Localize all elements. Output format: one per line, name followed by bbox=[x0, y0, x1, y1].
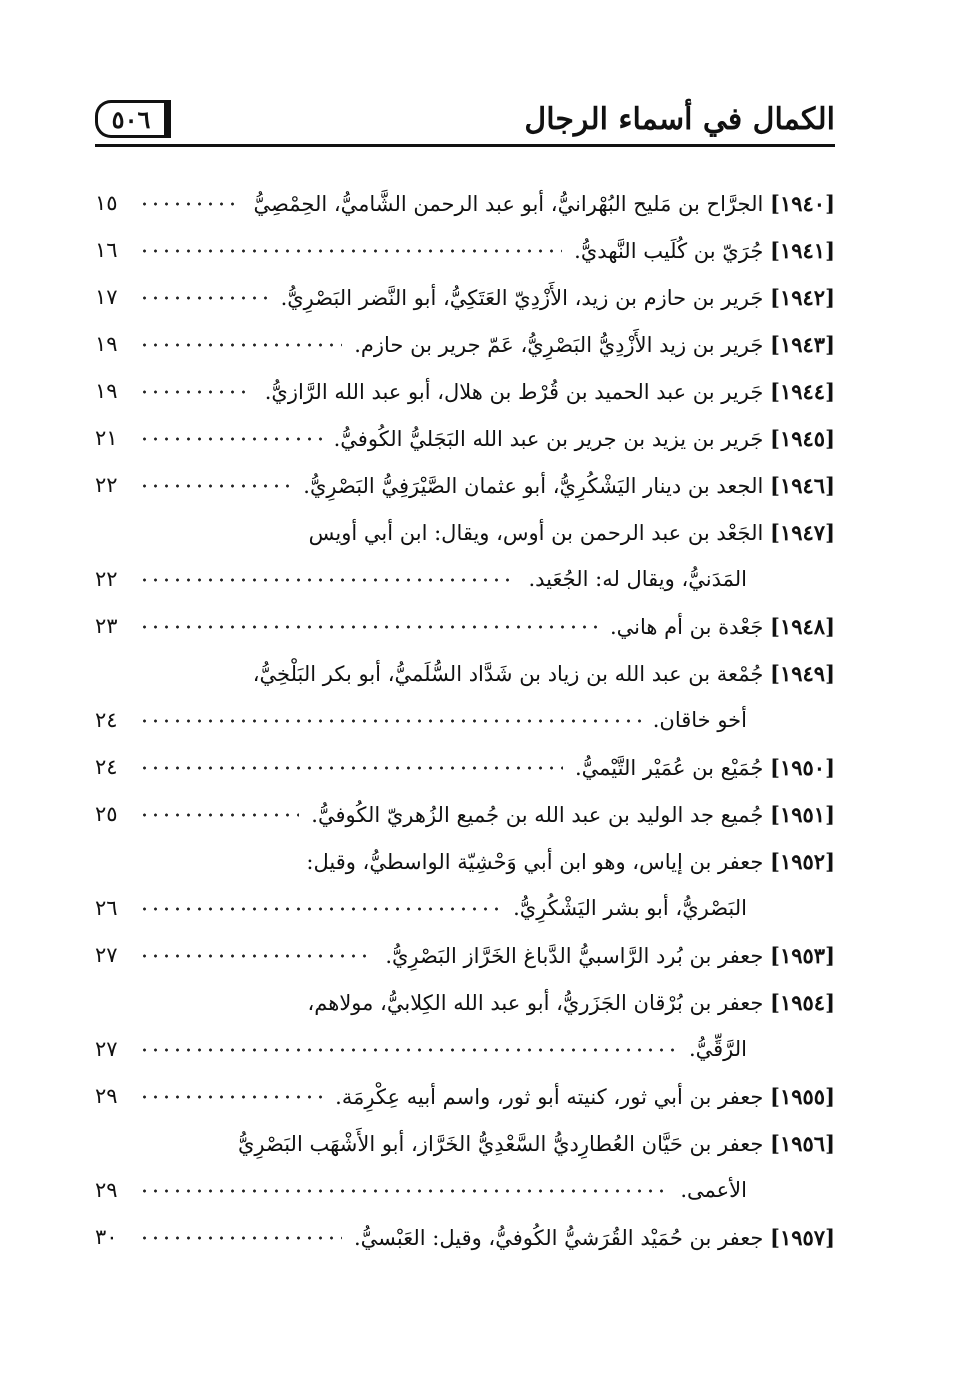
entry-text bbox=[575, 744, 835, 792]
page-reference: ١٥ bbox=[95, 191, 118, 215]
entry-title: الرَّقِّيُّ. bbox=[688, 1037, 747, 1061]
entry-text bbox=[334, 415, 835, 463]
entry-number: [١٩٥٧] bbox=[770, 1225, 835, 1250]
entry-title: جعفر بن إياس، وهو ابن أبي وَحْشِيّة الواسطيُّ، وقيل: bbox=[306, 850, 764, 874]
entry-title: جُميع جد الوليد بن عبد الله بن جُميع الزُهريّ الكُوفيُّ. bbox=[311, 803, 764, 827]
entry-text bbox=[513, 885, 747, 932]
toc-entry bbox=[95, 321, 835, 368]
toc-entry bbox=[95, 744, 835, 791]
dot-leader bbox=[139, 202, 242, 206]
entry-title: الجعد بن دينار اليَشْكُرِيُّ، أبو عثمان الصَّيْرَفِيُّ البَصْرِيُّ. bbox=[303, 474, 764, 498]
page-reference: ١٦ bbox=[95, 238, 118, 262]
book-title: الكمال في أسماء الرجال bbox=[524, 102, 835, 137]
entry-number: [١٩٤٩] bbox=[770, 661, 835, 686]
entry-number: [١٩٥٢] bbox=[770, 849, 835, 874]
header-rule bbox=[95, 144, 835, 147]
dot-leader bbox=[139, 296, 269, 300]
entry-title: جَرير بن يزيد بن جرير بن عبد الله البَجَليُّ الكُوفيُّ. bbox=[333, 427, 764, 451]
entry-title: جَرير بن حازم بن زيد، الأَزْدِيّ العَتَكِيُّ، أبو النَّضر البَصْرِيُّ. bbox=[280, 286, 764, 310]
entry-number: [١٩٤٢] bbox=[770, 285, 835, 310]
toc-entry bbox=[95, 509, 835, 556]
entry-title: جَرير بن عبد الحميد بن قُرْط بن هلال، أبو عبد الله الرَّازيُّ. bbox=[264, 380, 764, 404]
dot-leader bbox=[139, 766, 563, 770]
page-reference: ٢٥ bbox=[95, 802, 118, 826]
page-number: ٥٠٦ bbox=[95, 100, 171, 138]
page-reference: ١٩ bbox=[95, 332, 118, 356]
toc-entry-continuation bbox=[95, 697, 835, 744]
toc-entry bbox=[95, 368, 835, 415]
entry-number: [١٩٤٥] bbox=[770, 426, 835, 451]
page-reference: ٢٤ bbox=[95, 755, 118, 779]
toc-entry-continuation bbox=[95, 1167, 835, 1214]
entry-title: جُمْعة بن عبد الله بن زياد بن شَدَّاد السُّلَميُّ، أبو بكر البَلْخِيُّ، bbox=[252, 662, 764, 686]
entry-text bbox=[238, 1120, 835, 1168]
entry-text bbox=[689, 1026, 747, 1073]
toc-entry bbox=[95, 227, 835, 274]
dot-leader bbox=[139, 1095, 323, 1099]
dot-leader bbox=[139, 1236, 342, 1240]
entry-number: [١٩٥١] bbox=[770, 802, 835, 827]
entry-number: [١٩٤٣] bbox=[770, 332, 835, 357]
dot-leader bbox=[139, 1189, 668, 1193]
entry-text bbox=[253, 650, 835, 698]
toc-entry-continuation bbox=[95, 556, 835, 603]
entry-text bbox=[309, 509, 835, 557]
toc-entry bbox=[95, 932, 835, 979]
toc-entry bbox=[95, 180, 835, 227]
toc-entry bbox=[95, 838, 835, 885]
entry-title: البَصْريُّ، أبو بشر اليَشْكُرِيُّ. bbox=[513, 896, 747, 920]
toc-entry-continuation bbox=[95, 885, 835, 932]
toc-entry-continuation bbox=[95, 1026, 835, 1073]
entry-number: [١٩٥٣] bbox=[770, 943, 835, 968]
dot-leader bbox=[139, 719, 641, 723]
page-reference: ٢٩ bbox=[95, 1084, 118, 1108]
toc-entry bbox=[95, 274, 835, 321]
page-reference: ٢١ bbox=[95, 426, 118, 450]
dot-leader bbox=[139, 484, 291, 488]
entry-number: [١٩٤١] bbox=[770, 238, 835, 263]
entry-number: [١٩٤٦] bbox=[770, 473, 835, 498]
toc-entry bbox=[95, 1214, 835, 1261]
entry-text bbox=[281, 274, 835, 322]
page-reference: ١٩ bbox=[95, 379, 118, 403]
page-reference: ٢٦ bbox=[95, 896, 118, 920]
toc-entry bbox=[95, 979, 835, 1026]
entry-title: جعفر بن حُمَيْد القُرَشيُّ الكُوفيُّ، وقيل: العَبْسيُّ. bbox=[353, 1226, 764, 1250]
dot-leader bbox=[139, 390, 253, 394]
entry-text bbox=[354, 1214, 835, 1262]
toc-entry bbox=[95, 1073, 835, 1120]
entry-text bbox=[653, 697, 747, 744]
entry-text bbox=[680, 1167, 747, 1214]
entry-text bbox=[306, 838, 835, 886]
page-reference: ٢٢ bbox=[95, 567, 118, 591]
entry-title: المَدَنيُّ، ويقال له: الجُعَيد. bbox=[528, 567, 747, 591]
table-of-contents bbox=[95, 180, 835, 1261]
dot-leader bbox=[139, 1048, 677, 1052]
page-reference: ١٧ bbox=[95, 285, 118, 309]
dot-leader bbox=[139, 578, 516, 582]
entry-text bbox=[311, 791, 835, 839]
page-reference: ٢٤ bbox=[95, 708, 118, 732]
entry-text bbox=[528, 556, 747, 603]
page-reference: ٢٩ bbox=[95, 1178, 118, 1202]
entry-title: جَرير بن زيد الأَزْدِيُّ البَصْرِيُّ، عَمّ جرير بن حازم. bbox=[354, 333, 764, 357]
entry-text bbox=[610, 603, 835, 651]
entry-number: [١٩٥٦] bbox=[770, 1131, 835, 1156]
entry-number: [١٩٥٤] bbox=[770, 990, 835, 1015]
page-reference: ٢٧ bbox=[95, 943, 118, 967]
toc-entry bbox=[95, 1120, 835, 1167]
entry-number: [١٩٥٠] bbox=[770, 755, 835, 780]
dot-leader bbox=[139, 625, 598, 629]
entry-title: الأعمى. bbox=[680, 1178, 747, 1202]
entry-text bbox=[265, 368, 835, 416]
entry-number: [١٩٥٥] bbox=[770, 1084, 835, 1109]
entry-title: جُمَيْع بن عُمَيْر التَّيْميُّ. bbox=[574, 756, 764, 780]
page-reference: ٢٣ bbox=[95, 614, 118, 638]
dot-leader bbox=[139, 343, 342, 347]
entry-title: الجرَّاح بن مَليح البُهْرانيُّ، أبو عبد الرحمن الشَّاميُّ، الحِمْصِيُّ bbox=[253, 192, 764, 216]
entry-title: أخو خاقان. bbox=[652, 708, 747, 732]
toc-entry bbox=[95, 650, 835, 697]
dot-leader bbox=[139, 249, 562, 253]
entry-text bbox=[307, 979, 835, 1027]
page-reference: ٣٠ bbox=[95, 1225, 118, 1249]
toc-entry bbox=[95, 603, 835, 650]
toc-entry bbox=[95, 462, 835, 509]
entry-title: جُرَيّ بن كُلَيب النَّهديُّ. bbox=[574, 239, 764, 263]
entry-title: جعفر بن بُرد الرَّاسبيُّ الدَّباغ الخَرَّاز البَصْرِيُّ. bbox=[385, 944, 764, 968]
entry-title: جعفر بن أبي ثور، كنيته أبو ثور، واسم أبيه عِكْرِمَة. bbox=[335, 1085, 764, 1109]
dot-leader bbox=[139, 954, 373, 958]
entry-text bbox=[385, 932, 835, 980]
entry-number: [١٩٤٠] bbox=[770, 191, 835, 216]
entry-number: [١٩٤٧] bbox=[770, 520, 835, 545]
entry-text bbox=[354, 321, 835, 369]
dot-leader bbox=[139, 813, 299, 817]
entry-text bbox=[303, 462, 835, 510]
entry-text bbox=[335, 1073, 835, 1121]
dot-leader bbox=[139, 907, 501, 911]
dot-leader bbox=[139, 437, 322, 441]
entry-title: جَعْدة بن أم هاني. bbox=[609, 615, 764, 639]
toc-entry bbox=[95, 415, 835, 462]
page-reference: ٢٧ bbox=[95, 1037, 118, 1061]
page-reference: ٢٢ bbox=[95, 473, 118, 497]
entry-number: [١٩٤٨] bbox=[770, 614, 835, 639]
page-header bbox=[95, 92, 835, 154]
entry-text bbox=[254, 180, 835, 228]
entry-title: جعفر بن حَيَّان العُطارِديُّ السَّعْدِيُّ الخَرَّاز، أبو الأَشْهَب البَصْرِيُّ bbox=[237, 1132, 764, 1156]
entry-number: [١٩٤٤] bbox=[770, 379, 835, 404]
toc-entry bbox=[95, 791, 835, 838]
entry-title: جعفر بن بُرْقان الجَزَريُّ، أبو عبد الله الكِلابيُّ، مولاهم، bbox=[307, 991, 764, 1015]
entry-title: الجَعْد بن عبد الرحمن بن أوس، ويقال: ابن أبي أويس bbox=[308, 521, 764, 545]
entry-text bbox=[574, 227, 835, 275]
